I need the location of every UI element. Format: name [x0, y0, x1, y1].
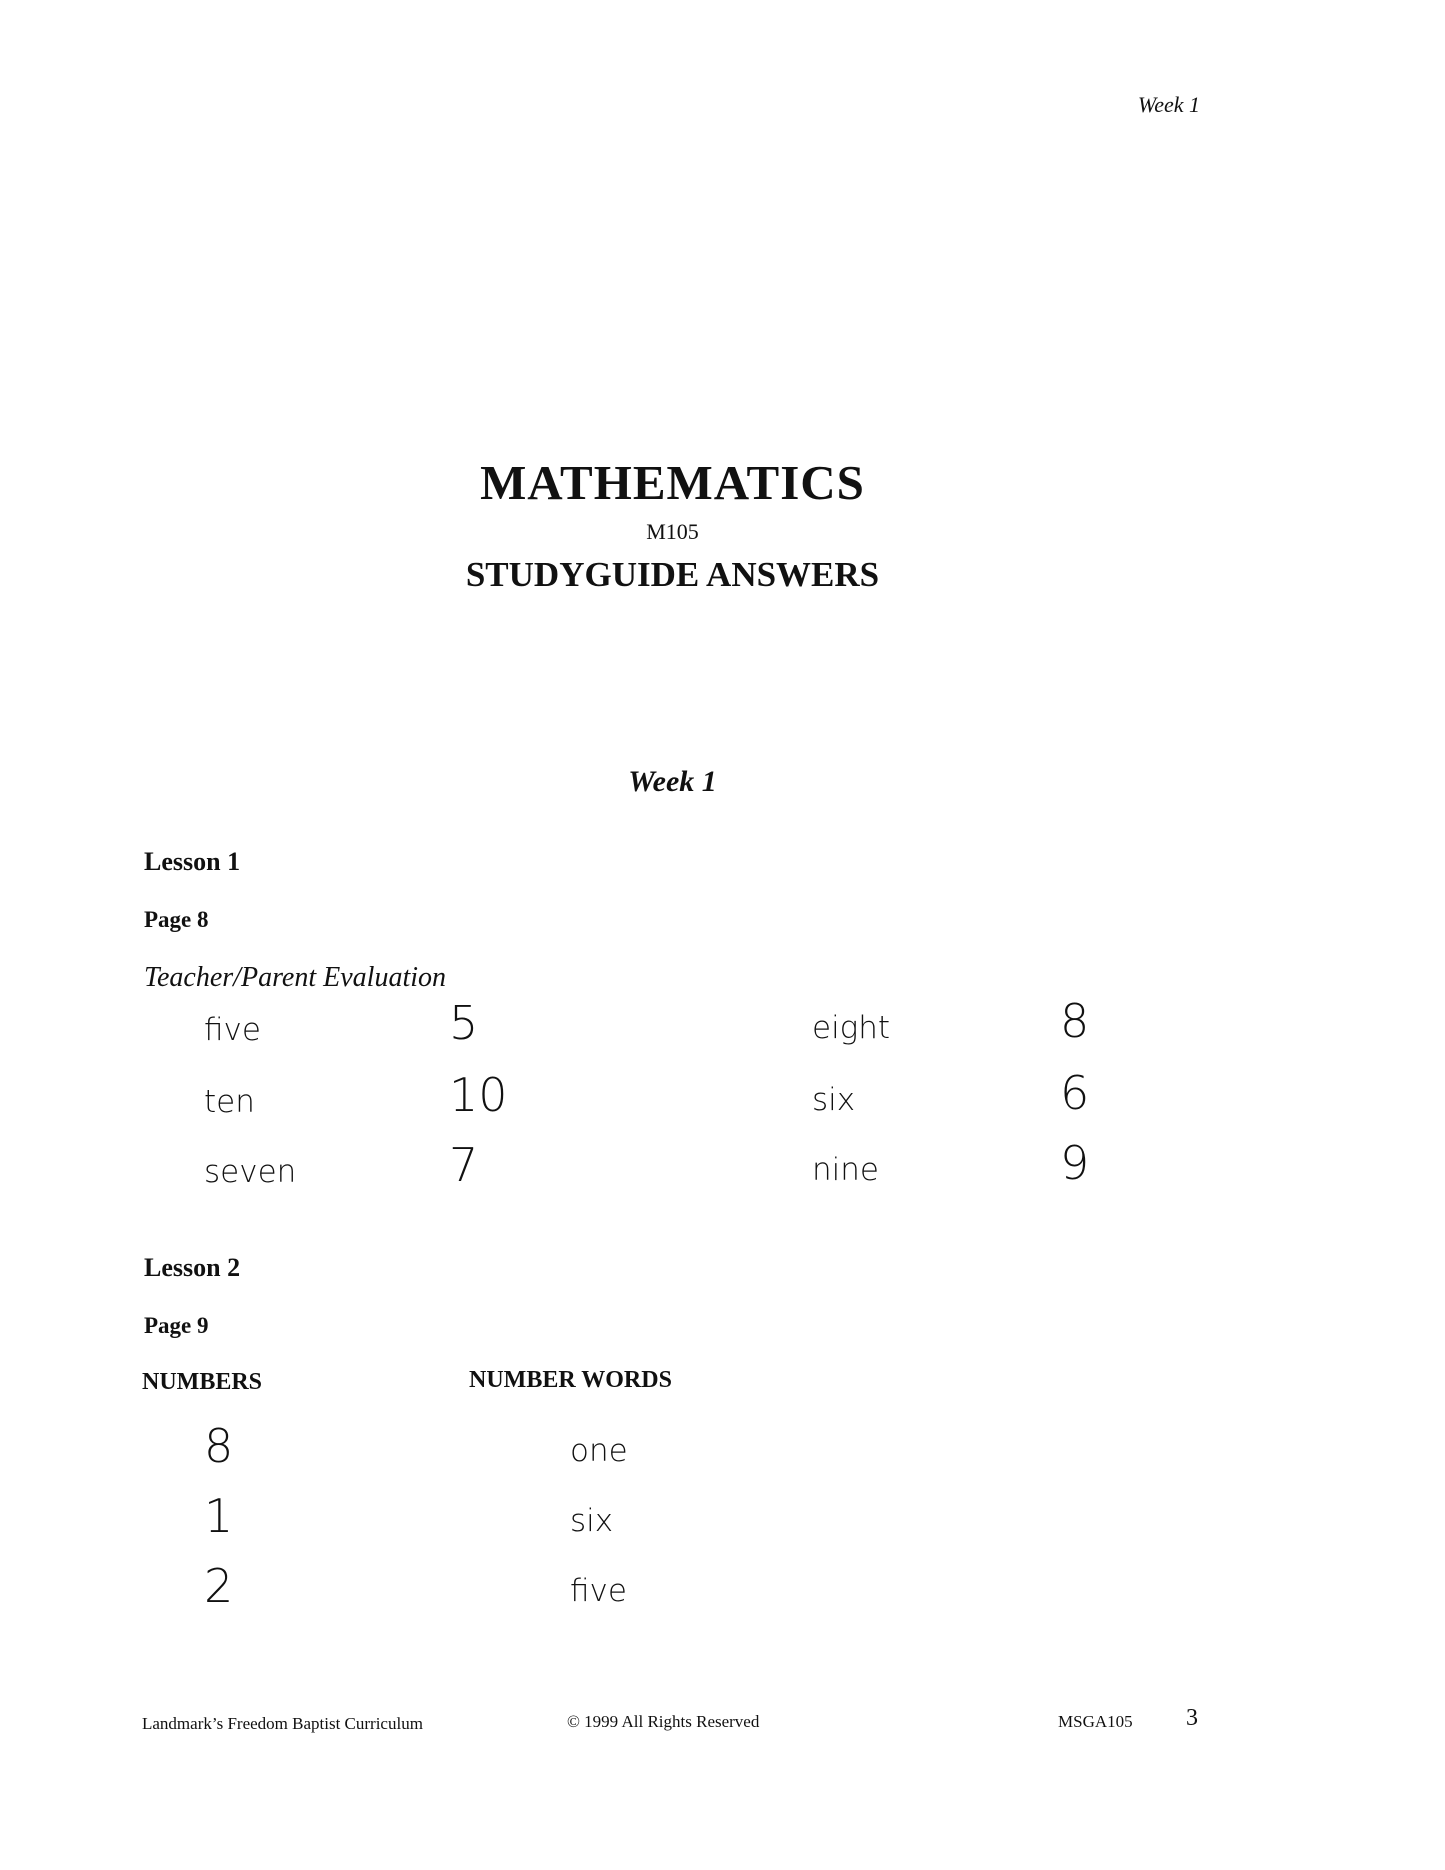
lesson-2-title: Lesson 2	[144, 1253, 241, 1282]
lesson-2-word: five	[570, 1573, 627, 1609]
lesson-2-number: 1	[204, 1489, 234, 1543]
numbers-column-header: NUMBERS	[142, 1369, 263, 1395]
lesson-1-number: 6	[1060, 1066, 1090, 1120]
footer-page-number: 3	[1186, 1705, 1198, 1731]
lesson-1-word: nine	[812, 1152, 879, 1188]
lesson-1-number: 9	[1060, 1136, 1090, 1190]
lesson-2-word: one	[570, 1433, 628, 1469]
footer-publisher: Landmark’s Freedom Baptist Curriculum	[142, 1714, 423, 1733]
lesson-1-word: ten	[204, 1084, 255, 1120]
footer-copyright: © 1999 All Rights Reserved	[567, 1712, 760, 1731]
lesson-1-number: 5	[449, 996, 479, 1050]
running-head-week: Week 1	[1137, 92, 1200, 117]
course-code: M105	[646, 519, 699, 544]
number-words-column-header: NUMBER WORDS	[469, 1367, 672, 1393]
lesson-1-number: 7	[449, 1138, 479, 1192]
lesson-1-number: 10	[449, 1068, 508, 1122]
lesson-1-title: Lesson 1	[144, 847, 241, 876]
document-subtitle: STUDYGUIDE ANSWERS	[465, 555, 880, 594]
lesson-1-word: seven	[204, 1154, 297, 1190]
lesson-2-word: six	[570, 1503, 614, 1539]
evaluation-label: Teacher/Parent Evaluation	[144, 962, 446, 993]
lesson-2-page: Page 9	[144, 1313, 209, 1338]
lesson-1-number: 8	[1060, 994, 1090, 1048]
lesson-1-word: eight	[812, 1010, 891, 1046]
lesson-2-number: 8	[204, 1419, 234, 1473]
title-block	[0, 455, 1345, 594]
document-title: MATHEMATICS	[480, 455, 865, 510]
lesson-1-page: Page 8	[144, 907, 209, 932]
week-heading: Week 1	[628, 765, 717, 798]
lesson-1-word: five	[204, 1012, 261, 1048]
lesson-2-number: 2	[204, 1559, 234, 1613]
footer-code: MSGA105	[1058, 1712, 1133, 1731]
lesson-1-word: six	[812, 1082, 856, 1118]
